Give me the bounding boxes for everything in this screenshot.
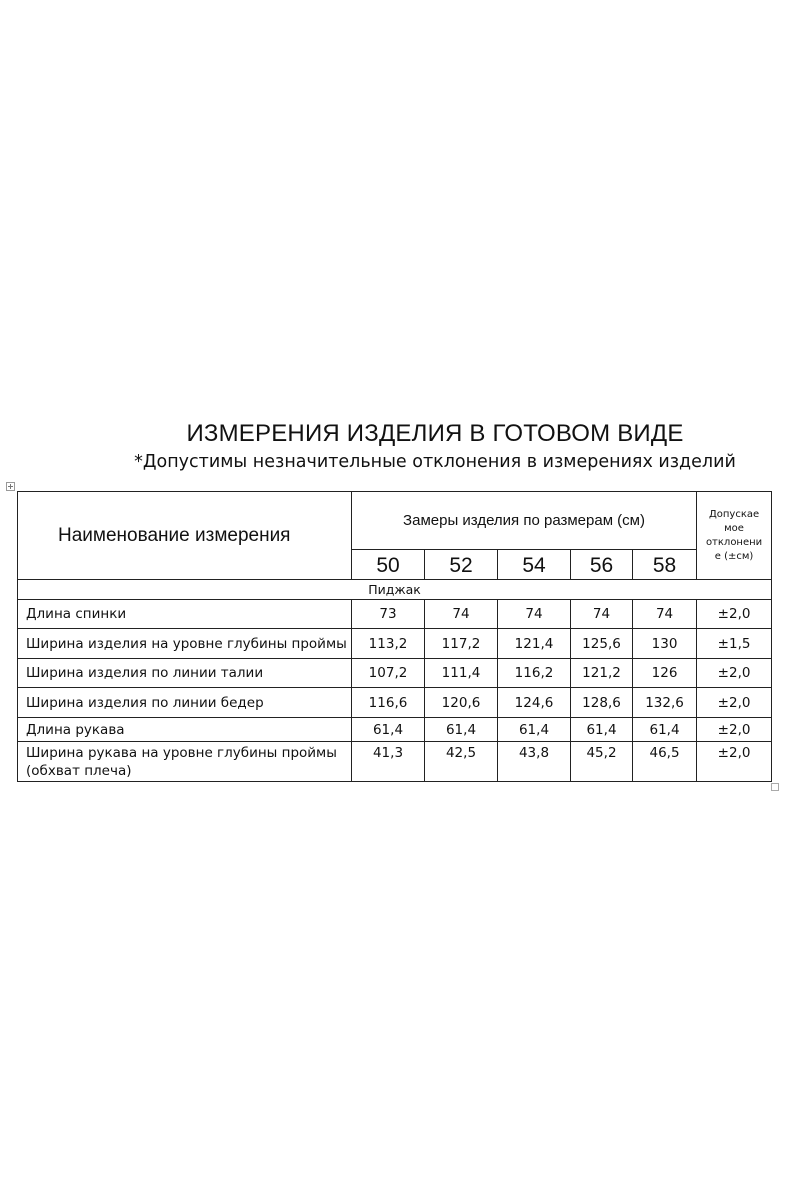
row-value: 74: [633, 600, 697, 629]
row-value: 74: [498, 600, 571, 629]
row-label: Ширина изделия по линии талии: [18, 659, 352, 688]
row-tolerance: ±2,0: [697, 659, 772, 688]
tolerance-line: отклонени: [705, 536, 763, 548]
row-value: 117,2: [425, 629, 498, 659]
size-50: 50: [352, 550, 425, 580]
row-tolerance: ±2,0: [697, 688, 772, 718]
header-sizes-cell: Замеры изделия по размерам (см): [352, 492, 697, 550]
tolerance-line: е (±см): [714, 550, 754, 562]
row-value: 61,4: [425, 718, 498, 742]
row-label: Ширина изделия по линии бедер: [18, 688, 352, 718]
row-value: 116,2: [498, 659, 571, 688]
row-tolerance: ±1,5: [697, 629, 772, 659]
row-label: Ширина рукава на уровне глубины проймы (обхват плеча): [18, 742, 352, 782]
table-move-handle-icon[interactable]: [6, 482, 15, 491]
row-value: 43,8: [498, 742, 571, 782]
row-value: 125,6: [571, 629, 633, 659]
page-title: ИЗМЕРЕНИЯ ИЗДЕЛИЯ В ГОТОВОМ ВИДЕ: [186, 420, 684, 447]
size-54: 54: [498, 550, 571, 580]
row-tolerance: ±2,0: [697, 600, 772, 629]
section-header: Пиджак: [18, 580, 772, 600]
row-value: 124,6: [498, 688, 571, 718]
row-value: 121,4: [498, 629, 571, 659]
row-label: Длина спинки: [18, 600, 352, 629]
size-58: 58: [633, 550, 697, 580]
row-value: 61,4: [352, 718, 425, 742]
row-value: 113,2: [352, 629, 425, 659]
row-value: 45,2: [571, 742, 633, 782]
row-value: 42,5: [425, 742, 498, 782]
row-value: 120,6: [425, 688, 498, 718]
row-label: Длина рукава: [18, 718, 352, 742]
tolerance-line: Допускае: [708, 508, 760, 520]
table-row: [18, 742, 772, 782]
header-name-cell: Наименование измерения: [18, 492, 352, 580]
table-row: [18, 600, 772, 629]
row-label: Ширина изделия на уровне глубины проймы: [18, 629, 352, 659]
measurements-table: [17, 491, 772, 782]
table-resize-handle-icon[interactable]: [771, 783, 779, 791]
table-row: [18, 659, 772, 688]
tolerance-line: мое: [724, 522, 744, 534]
size-56: 56: [571, 550, 633, 580]
row-tolerance: ±2,0: [697, 718, 772, 742]
row-tolerance: ±2,0: [697, 742, 772, 782]
header-tolerance-cell: [697, 492, 772, 580]
row-value: 74: [571, 600, 633, 629]
row-value: 128,6: [571, 688, 633, 718]
row-value: 61,4: [633, 718, 697, 742]
table-row: [18, 718, 772, 742]
table-row: [18, 629, 772, 659]
row-value: 126: [633, 659, 697, 688]
row-value: 132,6: [633, 688, 697, 718]
row-value: 46,5: [633, 742, 697, 782]
row-value: 61,4: [498, 718, 571, 742]
table-row: [18, 688, 772, 718]
row-value: 73: [352, 600, 425, 629]
row-value: 74: [425, 600, 498, 629]
row-value: 107,2: [352, 659, 425, 688]
row-value: 61,4: [571, 718, 633, 742]
row-value: 111,4: [425, 659, 498, 688]
size-52: 52: [425, 550, 498, 580]
row-value: 121,2: [571, 659, 633, 688]
row-value: 130: [633, 629, 697, 659]
row-value: 116,6: [352, 688, 425, 718]
page-subtitle: *Допустимы незначительные отклонения в измерениях изделий: [134, 452, 736, 472]
row-value: 41,3: [352, 742, 425, 782]
